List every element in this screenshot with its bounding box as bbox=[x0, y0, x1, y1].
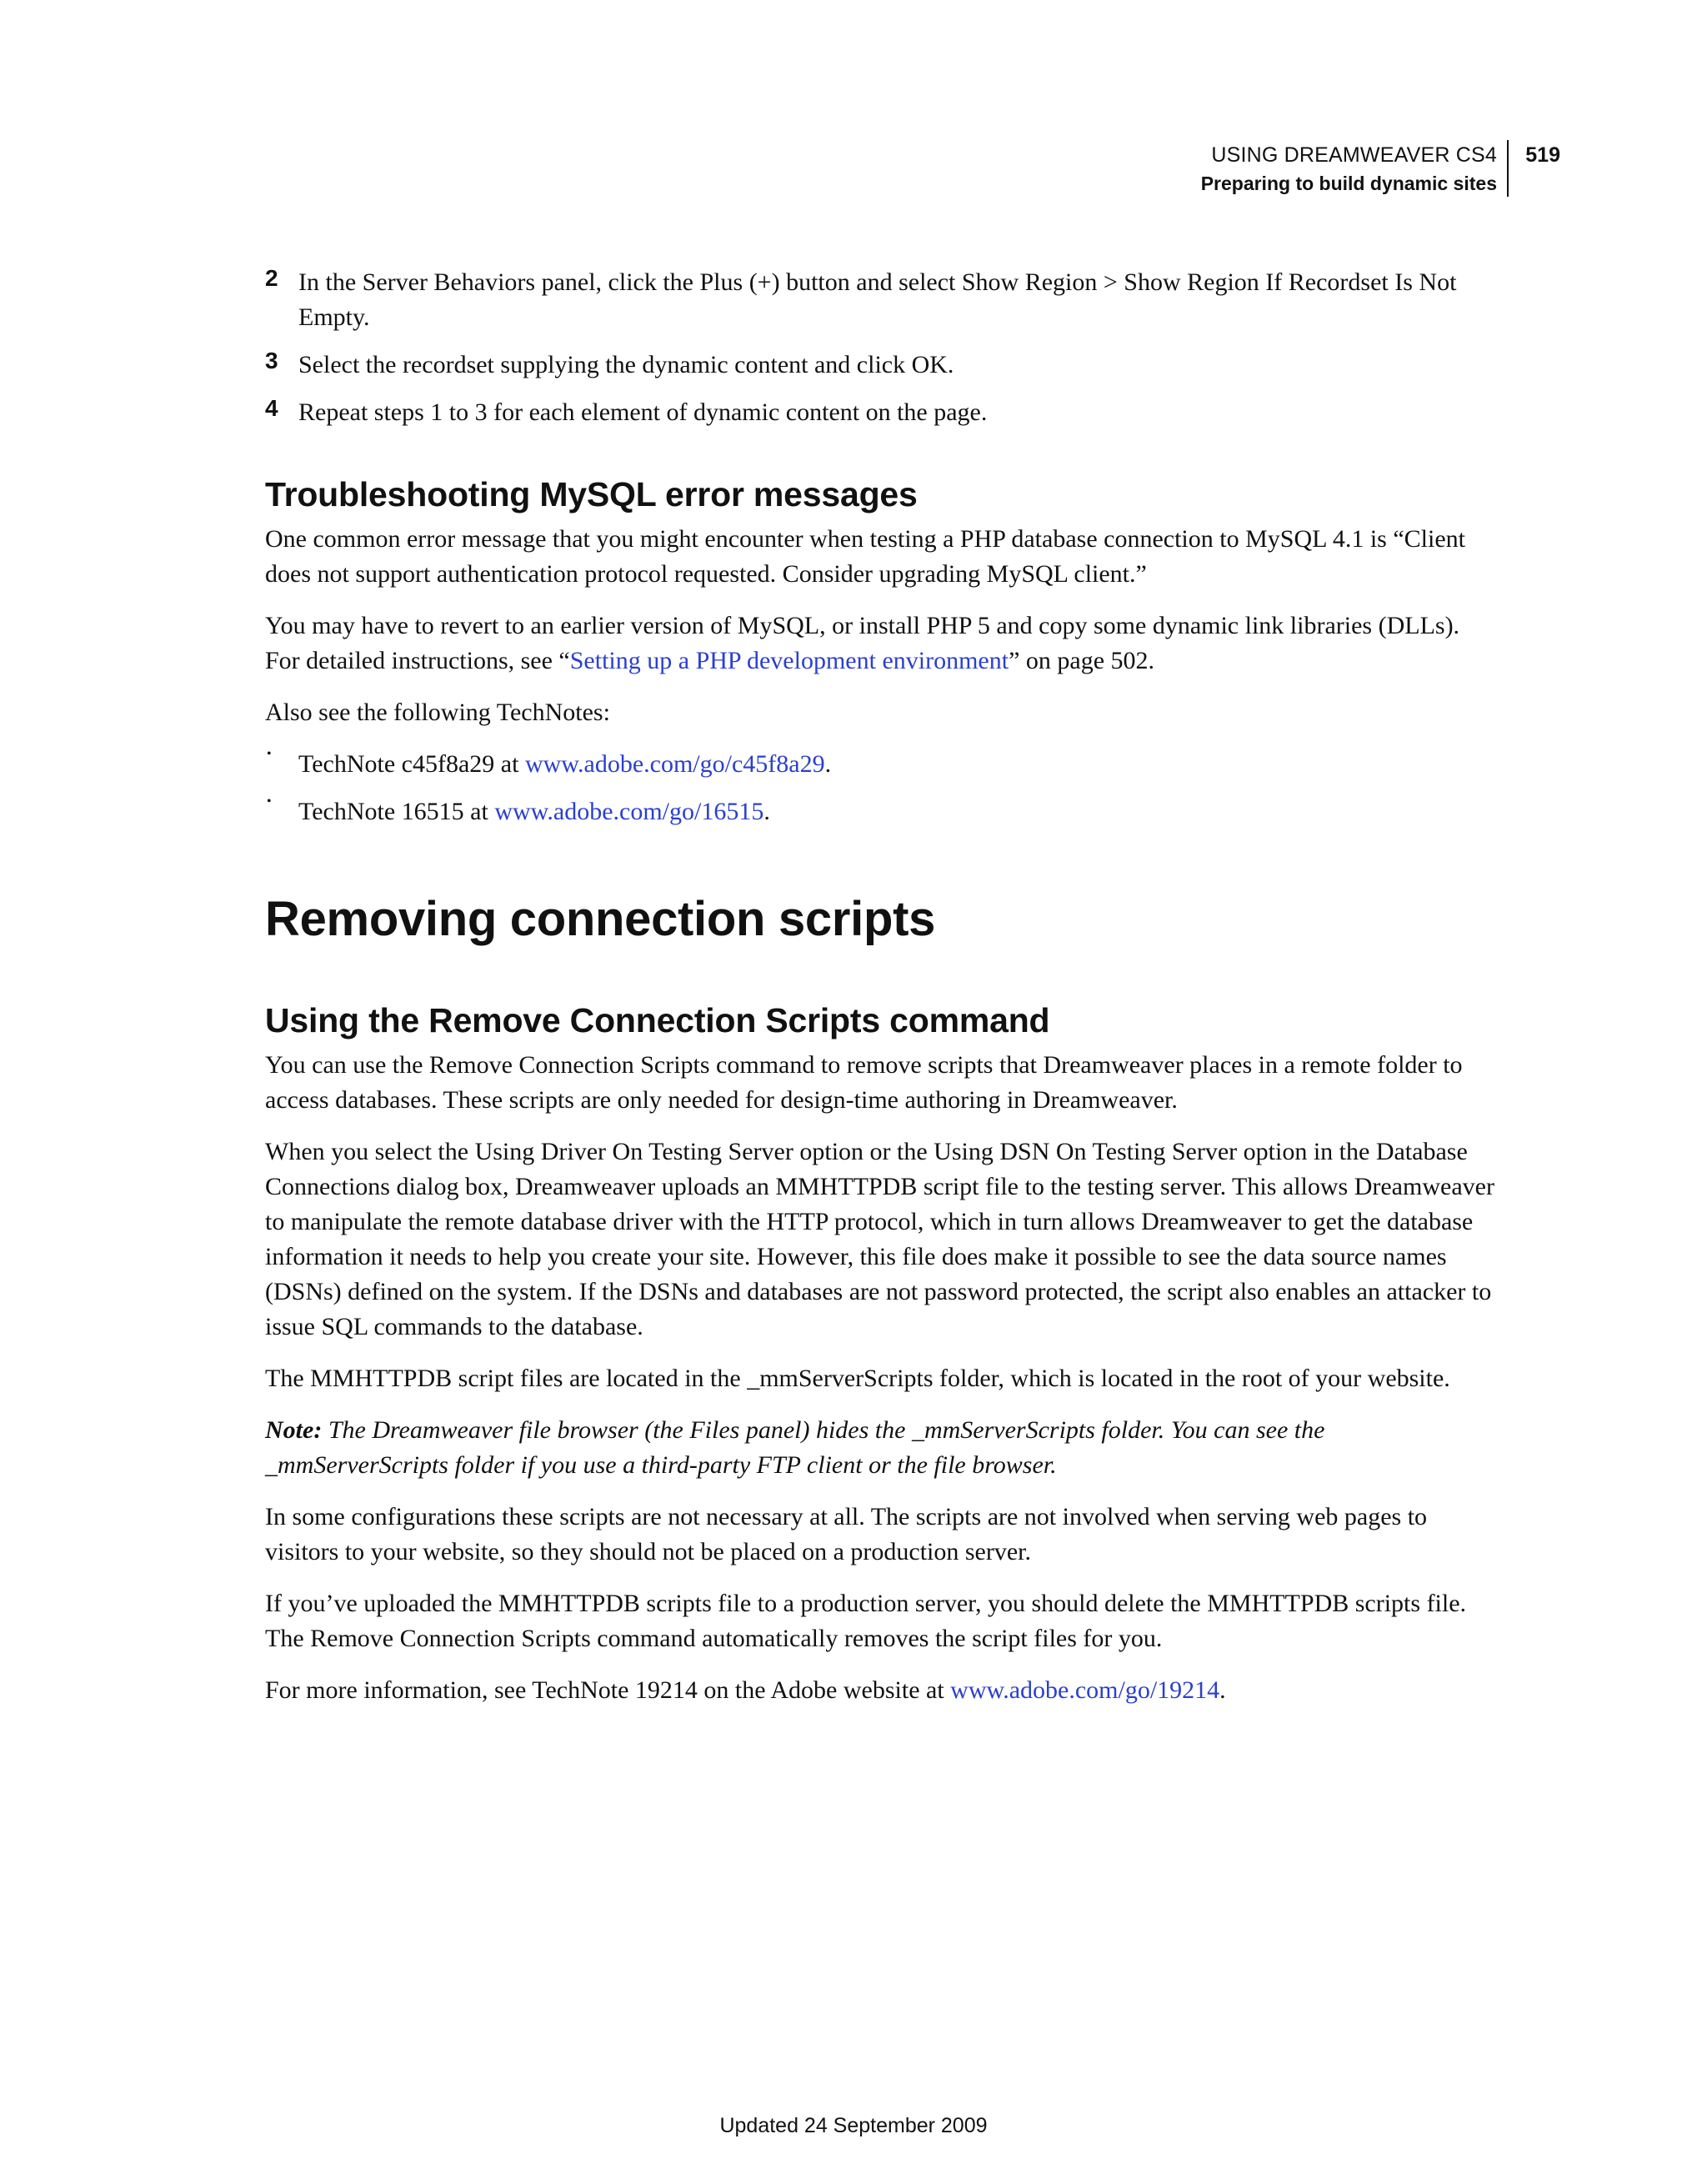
step-number: 4 bbox=[265, 395, 278, 421]
text-run: TechNote 16515 at bbox=[298, 798, 495, 825]
footer-updated: Updated 24 September 2009 bbox=[719, 2114, 988, 2137]
note-paragraph bbox=[265, 1413, 1499, 1483]
text-run: . bbox=[1219, 1676, 1226, 1704]
list-item bbox=[265, 794, 1499, 829]
running-head-title: USING DREAMWEAVER CS4 bbox=[1211, 143, 1497, 167]
step-number: 2 bbox=[265, 265, 278, 291]
step-item bbox=[265, 348, 1499, 383]
text-run: TechNote c45f8a29 at bbox=[298, 750, 525, 778]
removing-paragraph-6 bbox=[265, 1673, 1499, 1708]
text-run: . bbox=[763, 798, 770, 825]
note-text: The Dreamweaver file browser (the Files panel) hides the _mmServerScripts folder. You can see the _mmServerScripts folder if you use a third-party FTP client or the file browser. bbox=[265, 1416, 1325, 1479]
mysql-paragraph-1: One common error message that you might encounter when testing a PHP database connection to MySQL 4.1 is “Client does not support authentication protocol requested. Consider upgrading MySQL client.” bbox=[265, 525, 1465, 588]
step-item bbox=[265, 265, 1499, 335]
text-run: ” on page 502. bbox=[1009, 647, 1155, 674]
text-run: . bbox=[824, 750, 832, 778]
remove-command-subheading: Using the Remove Connection Scripts command bbox=[265, 1001, 1050, 1039]
technote-19214-link[interactable]: www.adobe.com/go/19214 bbox=[950, 1676, 1220, 1704]
removing-heading: Removing connection scripts bbox=[265, 892, 936, 946]
bullet-text bbox=[298, 747, 1499, 782]
step-text: Repeat steps 1 to 3 for each element of dynamic content on the page. bbox=[298, 398, 988, 426]
technote-16515-link[interactable]: www.adobe.com/go/16515 bbox=[494, 798, 764, 825]
running-head bbox=[1200, 140, 1560, 197]
page-content bbox=[265, 265, 1499, 1725]
php-setup-link[interactable]: Setting up a PHP development environment bbox=[569, 647, 1009, 674]
bullet-marker: • bbox=[267, 747, 272, 761]
mysql-paragraph-2 bbox=[265, 609, 1499, 679]
removing-paragraph-2: When you select the Using Driver On Testing Server option or the Using DSN On Testing Server option in the Database Connections dialog box, Dreamweaver uploads an MMHTTPDB script file to the testing server. This allows Dreamweaver to manipulate the remote database driver with the HTTP protocol, which in turn allows Dreamweaver to get the database information it needs to help you create your site. However, this file does make it possible to see the data source names (DSNs) defined on the system. If the DSNs and databases are not password protected, the script also enables an attacker to issue SQL commands to the database. bbox=[265, 1138, 1494, 1340]
removing-paragraph-4: In some configurations these scripts are not necessary at all. The scripts are not involved when serving web pages to visitors to your website, so they should not be placed on a production server. bbox=[265, 1503, 1428, 1565]
step-item bbox=[265, 395, 1499, 430]
bullet-marker: • bbox=[267, 794, 272, 809]
list-item bbox=[265, 747, 1499, 782]
page-number: 519 bbox=[1525, 143, 1560, 167]
technote-c45f8a29-link[interactable]: www.adobe.com/go/c45f8a29 bbox=[524, 750, 825, 778]
running-head-subtitle: Preparing to build dynamic sites bbox=[1200, 173, 1497, 194]
note-label: Note: bbox=[265, 1416, 323, 1444]
step-text: Select the recordset supplying the dynamic content and click OK. bbox=[298, 351, 954, 378]
running-head-lines bbox=[1201, 140, 1509, 197]
bullet-text bbox=[298, 794, 1499, 829]
mysql-paragraph-3: Also see the following TechNotes: bbox=[265, 699, 610, 726]
text-run: For more information, see TechNote 19214 on the Adobe website at bbox=[265, 1676, 951, 1704]
step-text: In the Server Behaviors panel, click the Plus (+) button and select Show Region > Show Region If Recordset Is Not Empty. bbox=[298, 268, 1457, 331]
removing-paragraph-5: If you’ve uploaded the MMHTTPDB scripts file to a production server, you should delete the MMHTTPDB scripts file. The Remove Connection Scripts command automatically removes the script files for you. bbox=[265, 1590, 1467, 1652]
text-run: You may have to revert to an earlier version of MySQL, or install PHP 5 and copy some dynamic link libraries (DLLs). For detailed instructions, see “ bbox=[265, 612, 1460, 674]
removing-paragraph-1: You can use the Remove Connection Scripts command to remove scripts that Dreamweaver places in a remote folder to access databases. These scripts are only needed for design-time authoring in Dreamweaver. bbox=[265, 1051, 1463, 1114]
step-number: 3 bbox=[265, 348, 278, 373]
mysql-heading: Troubleshooting MySQL error messages bbox=[265, 475, 918, 513]
removing-paragraph-3: The MMHTTPDB script files are located in the _mmServerScripts folder, which is located in the root of your website. bbox=[265, 1365, 1450, 1392]
